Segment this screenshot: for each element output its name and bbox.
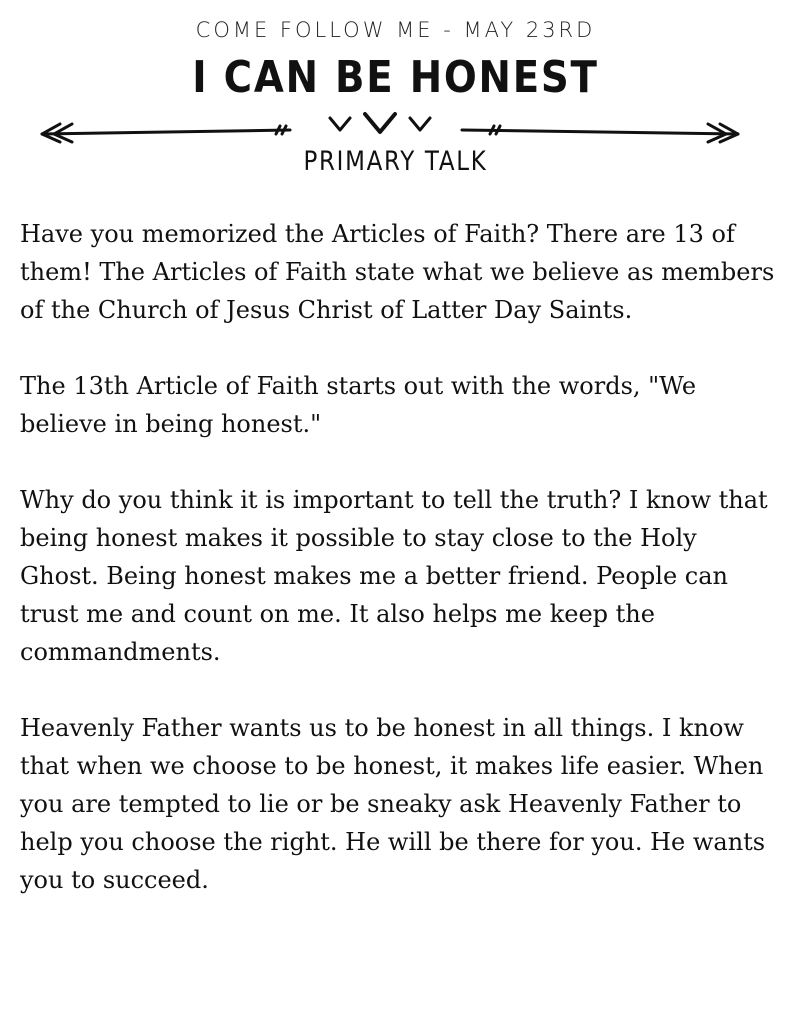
- paragraph: The 13th Article of Faith starts out with the words, "We believe in being honest.": [20, 372, 697, 438]
- header-kicker: COME FOLLOW ME - MAY 23RD: [195, 18, 596, 42]
- page-title: I CAN BE HONEST: [192, 52, 599, 103]
- paragraph: Why do you think it is important to tell the truth? I know that being honest makes it possible to stay close to the Holy Ghost. Being honest makes me a better friend. People can trust me and count on me. It also helps me keep the commandments.: [20, 486, 768, 666]
- talk-body: [20, 215, 775, 937]
- page-header: [0, 0, 791, 190]
- paragraph: Heavenly Father wants us to be honest in all things. I know that when we choose to be honest, it makes life easier. When you are tempted to lie or be sneaky ask Heavenly Father to help you choose the right. He will be there for you. He wants you to succeed.: [20, 714, 766, 894]
- paragraph: Have you memorized the Articles of Faith? There are 13 of them! The Articles of Faith state what we believe as members of the Church of Jesus Christ of Latter Day Saints.: [20, 220, 775, 324]
- page-subtitle: PRIMARY TALK: [303, 146, 488, 177]
